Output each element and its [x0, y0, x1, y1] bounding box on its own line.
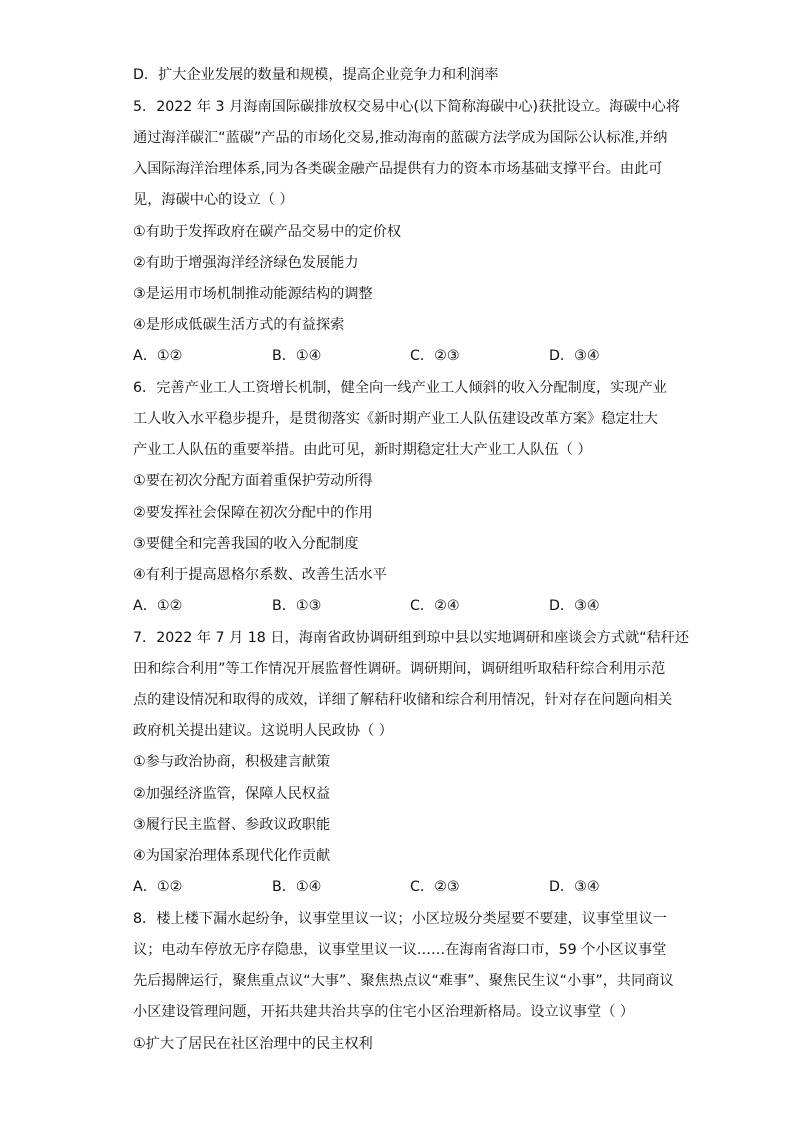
q6-stem-line-1: 6．完善产业工人工资增长机制，健全向一线产业工人倾斜的收入分配制度，实现产业: [133, 380, 667, 396]
q8-stem-line-4: 小区建设管理问题，开拓共建共治共享的住宅小区治理新格局。设立议事堂（ ）: [133, 1004, 635, 1020]
q7-stem-line-4: 政府机关提出建议。这说明人民政协（ ）: [133, 723, 393, 739]
q5-stem-line-2: 通过海洋碳汇“蓝碳”产品的市场化交易,推动海南的蓝碳方法学成为国际公认标准,并纳: [133, 130, 668, 146]
q6-option-b: B．①③: [272, 598, 322, 614]
q7-statement-3: ③履行民主监督、参政议政职能: [133, 817, 331, 833]
q7-options: [133, 877, 653, 897]
q7-statement-2: ②加强经济监管，保障人民权益: [133, 786, 331, 802]
q6-stem-line-2: 工人收入水平稳步提升，是贯彻落实《新时期产业工人队伍建设改革方案》稳定壮大: [133, 411, 658, 427]
q6-option-a: A．①②: [133, 598, 183, 614]
q8-statement-1: ①扩大了居民在社区治理中的民主权利: [133, 1036, 373, 1052]
q7-option-b: B．①④: [272, 879, 322, 895]
q7-statement-4: ④为国家治理体系现代化作贡献: [133, 848, 331, 864]
q5-option-b: B．①④: [272, 348, 322, 364]
q8-stem-line-3: 先后揭牌运行，聚焦重点议“大事”、聚焦热点议“难事”、聚焦民生议“小事”，共同商议: [133, 973, 674, 989]
q6-options: [133, 596, 653, 616]
q7-stem-line-1: 7．2022 年 7 月 18 日，海南省政协调研组到琼中县以实地调研和座谈会方式就“秸秆还: [133, 630, 690, 646]
q7-option-d: D．③④: [549, 879, 600, 895]
q5-option-a: A．①②: [133, 348, 183, 364]
q4-option-d: D．扩大企业发展的数量和规模，提高企业竞争力和利润率: [133, 67, 499, 83]
q7-stem-line-2: 田和综合利用”等工作情况开展监督性调研。调研期间，调研组听取秸秆综合利用示范: [133, 661, 666, 677]
q5-statement-1: ①有助于发挥政府在碳产品交易中的定价权: [133, 224, 402, 240]
q5-stem-line-4: 见，海碳中心的设立（ ）: [133, 192, 294, 208]
q7-stem-line-3: 点的建设情况和取得的成效，详细了解秸秆收储和综合利用情况，针对存在问题向相关: [133, 692, 673, 708]
q5-stem-line-1: 5．2022 年 3 月海南国际碳排放权交易中心(以下简称海碳中心)获批设立。海碳中心将: [133, 99, 680, 115]
q5-option-c: C．②③: [410, 348, 460, 364]
q5-statement-4: ④是形成低碳生活方式的有益探索: [133, 317, 345, 333]
q6-statement-1: ①要在初次分配方面着重保护劳动所得: [133, 473, 373, 489]
q6-statement-4: ④有利于提高恩格尔系数、改善生活水平: [133, 567, 387, 583]
q7-statement-1: ①参与政治协商，积极建言献策: [133, 754, 331, 770]
q5-options: [133, 346, 653, 366]
q7-option-a: A．①②: [133, 879, 183, 895]
q6-stem-line-3: 产业工人队伍的重要举措。由此可见，新时期稳定壮大产业工人队伍（ ）: [133, 442, 592, 458]
q6-statement-2: ②要发挥社会保障在初次分配中的作用: [133, 505, 373, 521]
q5-statement-2: ②有助于增强海洋经济绿色发展能力: [133, 255, 359, 271]
q7-option-c: C．②③: [410, 879, 460, 895]
q8-stem-line-2: 议；电动车停放无序存隐患，议事堂里议一议……在海南省海口市，59 个小区议事堂: [133, 942, 667, 958]
q6-option-c: C．②④: [410, 598, 460, 614]
q6-option-d: D．③④: [549, 598, 600, 614]
q5-stem-line-3: 入国际海洋治理体系,同为各类碳金融产品提供有力的资本市场基础支撑平台。由此可: [133, 161, 663, 177]
q6-statement-3: ③要健全和完善我国的收入分配制度: [133, 536, 359, 552]
q5-option-d: D．③④: [549, 348, 600, 364]
q5-statement-3: ③是运用市场机制推动能源结构的调整: [133, 286, 373, 302]
q8-stem-line-1: 8．楼上楼下漏水起纷争，议事堂里议一议；小区垃圾分类屋要不要建，议事堂里议一: [133, 911, 667, 927]
